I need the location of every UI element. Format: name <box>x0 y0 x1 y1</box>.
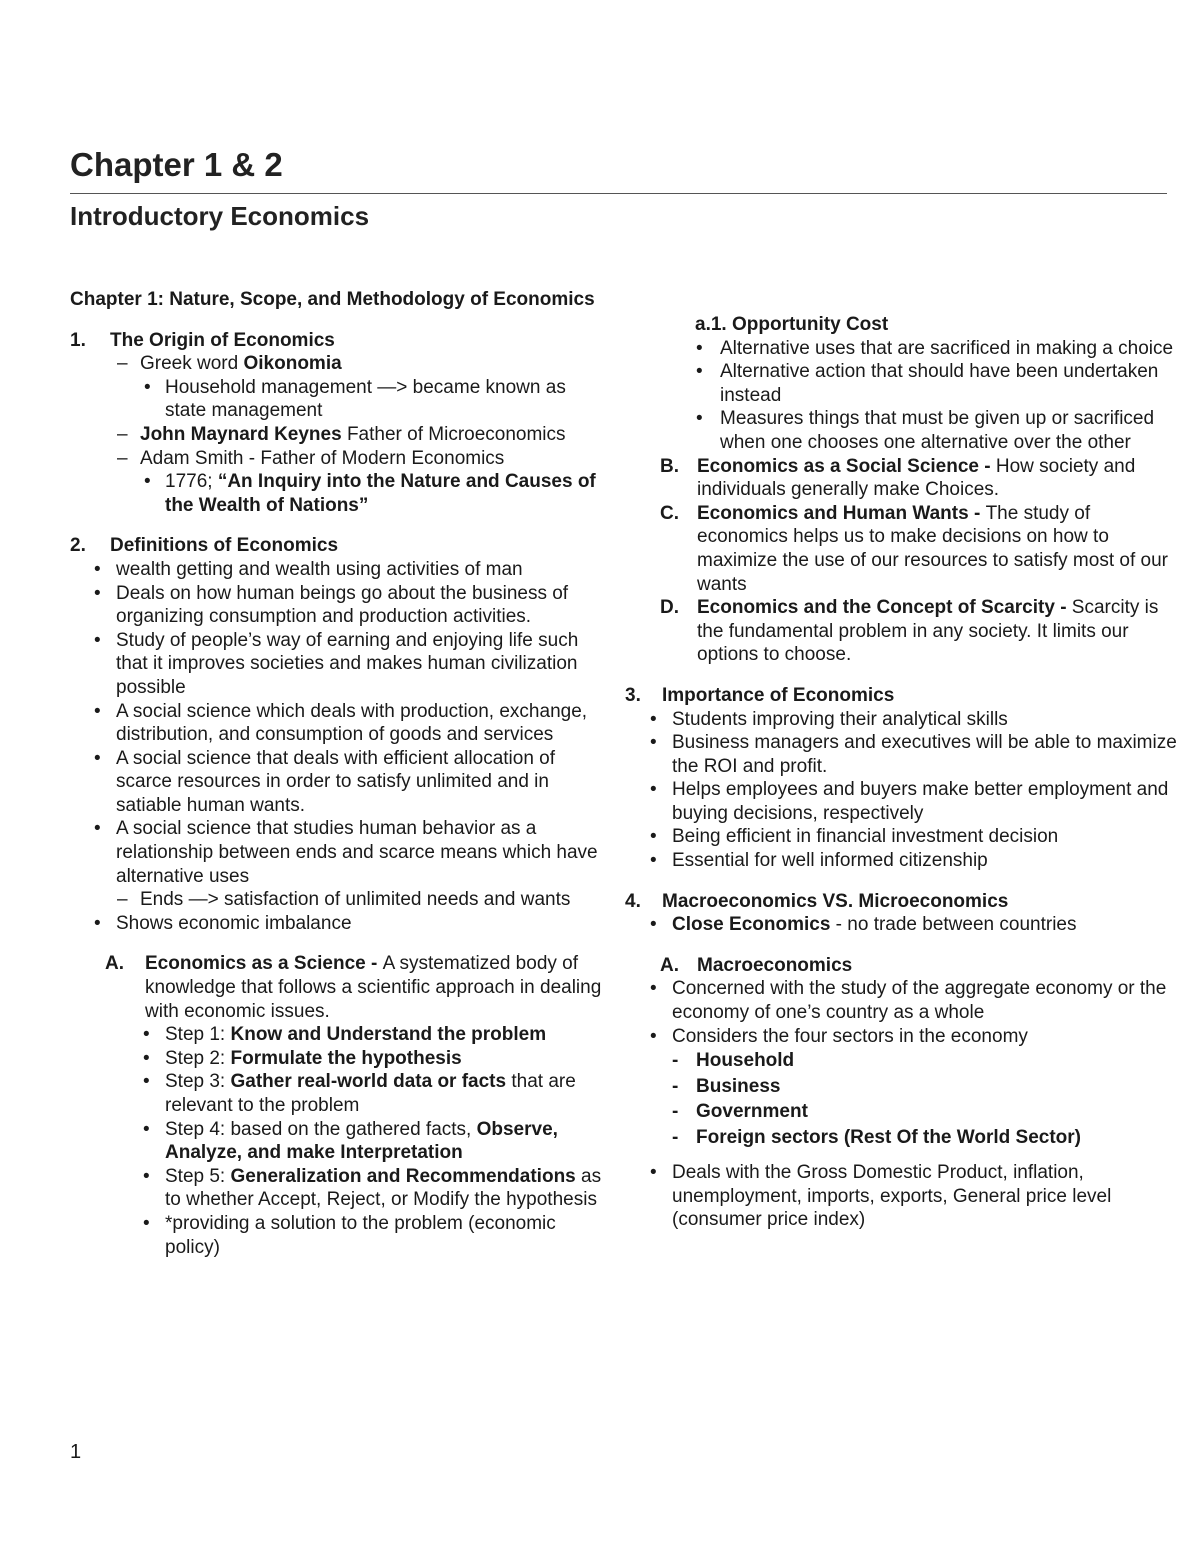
bullet-icon: • <box>94 700 101 722</box>
page-number: 1 <box>70 1441 82 1463</box>
subsection-title: Macroeconomics <box>697 954 853 976</box>
subsection-human-wants <box>625 502 1185 596</box>
list-item <box>625 1161 1185 1232</box>
subsection-science <box>70 952 610 1023</box>
list-item <box>625 407 1185 454</box>
item-text: that are relevant to the problem <box>165 1071 576 1116</box>
page-subtitle: Introductory Economics <box>70 201 370 231</box>
bullet-icon: • <box>143 1165 150 1187</box>
list-item <box>70 1212 610 1259</box>
list-item <box>625 913 1185 937</box>
subsection-title: Economics as a Science - <box>145 953 383 975</box>
list-item <box>625 778 1185 825</box>
list-item <box>70 1047 610 1071</box>
list-item <box>625 1025 1185 1049</box>
item-text: A systematized body of knowledge that follows a scientific approach in dealing with economic issues. <box>145 953 602 1022</box>
item-text: Household management —> became known as state management <box>165 376 566 422</box>
item-text: Adam Smith - Father of Modern Economics <box>140 447 505 469</box>
left-column <box>70 288 610 1259</box>
dash-bullet-icon: - <box>672 1075 679 1097</box>
list-item <box>70 470 610 517</box>
subsection-social-science <box>625 455 1185 502</box>
item-text: Father of Microeconomics <box>341 423 566 445</box>
item-bold-text: Gather real-world data or facts <box>230 1071 507 1093</box>
bullet-icon: • <box>143 1047 150 1069</box>
bullet-icon: • <box>696 408 703 430</box>
dash-bullet-icon: – <box>117 353 128 375</box>
title-divider <box>70 193 1167 194</box>
item-text: Considers the four sectors in the economy <box>672 1025 1028 1047</box>
subsection-letter: C. <box>660 502 679 524</box>
item-bold-text: Household <box>696 1050 795 1072</box>
list-item <box>625 977 1185 1024</box>
bullet-icon: • <box>94 747 101 769</box>
bullet-icon: • <box>650 914 657 936</box>
list-item <box>625 825 1185 849</box>
item-text: - no trade between countries <box>830 914 1077 936</box>
bullet-icon: • <box>94 818 101 840</box>
item-text: Alternative uses that are sacrificed in making a choice <box>720 337 1174 359</box>
section-title: Importance of Economics <box>662 684 895 706</box>
page-title: Chapter 1 & 2 <box>70 146 283 183</box>
list-item <box>70 1118 610 1165</box>
subsection-title: Economics and Human Wants - <box>697 502 986 524</box>
subsection-title: Economics as a Social Science - <box>697 455 996 477</box>
item-bold-text: Business <box>696 1075 781 1097</box>
item-bold-text: Know and Understand the problem <box>230 1024 547 1046</box>
item-text: *providing a solution to the problem (economic policy) <box>165 1212 556 1258</box>
chapter-heading: Chapter 1: Nature, Scope, and Methodology of Economics <box>70 289 595 310</box>
bullet-icon: • <box>94 582 101 604</box>
section-definitions-heading <box>70 534 610 558</box>
bullet-icon: • <box>143 1118 150 1140</box>
list-item <box>70 817 610 888</box>
list-item <box>70 912 610 936</box>
dash-bullet-icon: - <box>672 1050 679 1072</box>
list-item <box>70 352 610 376</box>
bullet-icon: • <box>650 978 657 1000</box>
bullet-icon: • <box>650 732 657 754</box>
subsection-letter: A. <box>105 953 124 975</box>
item-text: Helps employees and buyers make better employment and buying decisions, respectively <box>672 779 1169 824</box>
item-bold-text: Government <box>696 1101 808 1123</box>
section-title: The Origin of Economics <box>110 329 335 351</box>
item-text: wealth getting and wealth using activities of man <box>116 558 523 580</box>
item-text: 1776; <box>165 471 218 493</box>
item-text: The study of economics helps us to make decisions on how to maximize the use of our resources to satisfy most of our wants <box>697 502 1168 595</box>
item-text: Step 1: <box>165 1024 231 1046</box>
bullet-icon: • <box>144 471 151 493</box>
item-text: Essential for well informed citizenship <box>672 850 988 872</box>
section-number: 4. <box>625 890 641 912</box>
right-column <box>625 313 1185 1232</box>
subsection-letter: B. <box>660 455 679 477</box>
list-item <box>625 1125 1185 1151</box>
subsection-letter: A. <box>660 954 679 976</box>
item-text: Ends —> satisfaction of unlimited needs and wants <box>140 889 571 911</box>
section-macro-micro-heading <box>625 890 1185 914</box>
item-text: Step 2: <box>165 1047 231 1069</box>
bullet-icon: • <box>696 337 703 359</box>
item-text: Step 4: based on the gathered facts, <box>165 1118 477 1140</box>
list-item <box>70 700 610 747</box>
dash-bullet-icon: – <box>117 447 128 469</box>
dash-bullet-icon: - <box>672 1101 679 1123</box>
dash-bullet-icon: - <box>672 1126 679 1148</box>
subsection-macroeconomics <box>625 954 1185 978</box>
list-item <box>70 582 610 629</box>
list-item <box>625 1048 1185 1074</box>
list-item <box>625 360 1185 407</box>
list-item <box>625 708 1185 732</box>
item-text: Step 3: <box>165 1071 231 1093</box>
bullet-icon: • <box>143 1212 150 1234</box>
item-bold-text: “An Inquiry into the Nature and Causes of the Wealth of Nations” <box>165 471 596 516</box>
bullet-icon: • <box>650 779 657 801</box>
list-item <box>70 1070 610 1117</box>
item-bold-text: Formulate the hypothesis <box>230 1047 462 1069</box>
list-item <box>70 747 610 818</box>
dash-bullet-icon: – <box>117 423 128 445</box>
dash-bullet-icon: – <box>117 889 128 911</box>
item-bold-text: Observe, Analyze, and make Interpretation <box>165 1118 558 1164</box>
bullet-icon: • <box>650 1025 657 1047</box>
section-origin-heading <box>70 329 610 353</box>
list-item <box>625 849 1185 873</box>
item-bold-text: Oikonomia <box>243 353 342 375</box>
section-number: 3. <box>625 684 641 706</box>
item-bold-text: Close Economics <box>672 914 831 936</box>
section-number: 1. <box>70 329 86 351</box>
item-text: Study of people’s way of earning and enjoying life such that it improves societies and makes human civilization possible <box>116 629 579 698</box>
list-item <box>70 447 610 471</box>
list-item <box>70 1165 610 1212</box>
subsection-scarcity <box>625 596 1185 667</box>
item-text: Measures things that must be given up or sacrificed when one chooses one alternative over the other <box>720 408 1155 453</box>
item-text: A social science that deals with efficient allocation of scarce resources in order to satisfy unlimited and in satiable human wants. <box>116 747 556 816</box>
bullet-icon: • <box>650 850 657 872</box>
item-text: A social science that studies human behavior as a relationship between ends and scarce means which have alternative uses <box>116 818 598 887</box>
list-item <box>70 1023 610 1047</box>
item-text: as to whether Accept, Reject, or Modify the hypothesis <box>165 1165 602 1211</box>
list-item <box>70 629 610 700</box>
item-text: How society and individuals generally make Choices. <box>697 455 1136 501</box>
section-title: Definitions of Economics <box>110 535 339 557</box>
item-text: A social science which deals with production, exchange, distribution, and consumption of goods and services <box>116 700 588 746</box>
item-text: Students improving their analytical skills <box>672 708 1008 730</box>
list-item <box>625 337 1185 361</box>
list-item <box>625 1099 1185 1125</box>
item-text: Alternative action that should have been undertaken instead <box>720 361 1159 406</box>
item-text: Deals on how human beings go about the business of organizing consumption and production activities. <box>116 582 569 628</box>
subsection-opportunity-cost: a.1. Opportunity Cost <box>695 314 889 335</box>
list-item <box>70 888 610 912</box>
subsection-title: Economics and the Concept of Scarcity - <box>697 597 1072 619</box>
item-text: Deals with the Gross Domestic Product, inflation, unemployment, imports, exports, General price level (consumer price index) <box>672 1162 1112 1231</box>
list-item <box>70 423 610 447</box>
bullet-icon: • <box>650 1162 657 1184</box>
item-text: Business managers and executives will be able to maximize the ROI and profit. <box>672 732 1177 777</box>
item-text: Scarcity is the fundamental problem in any society. It limits our options to choose. <box>697 597 1159 666</box>
item-text: Step 5: <box>165 1165 231 1187</box>
bullet-icon: • <box>650 708 657 730</box>
item-bold-text: Foreign sectors (Rest Of the World Sector) <box>696 1126 1081 1148</box>
list-item <box>70 558 610 582</box>
list-item <box>625 731 1185 778</box>
bullet-icon: • <box>144 376 151 398</box>
list-item <box>625 1074 1185 1100</box>
bullet-icon: • <box>143 1024 150 1046</box>
item-text: Concerned with the study of the aggregate economy or the economy of one’s country as a whole <box>672 978 1167 1024</box>
item-bold-text: Generalization and Recommendations <box>230 1165 576 1187</box>
subsection-letter: D. <box>660 597 679 619</box>
bullet-icon: • <box>94 629 101 651</box>
bullet-icon: • <box>650 826 657 848</box>
item-text: Greek word <box>140 353 244 375</box>
list-item <box>70 376 610 423</box>
item-bold-text: John Maynard Keynes <box>140 423 342 445</box>
item-text: Being efficient in financial investment decision <box>672 826 1059 848</box>
bullet-icon: • <box>94 912 101 934</box>
section-importance-heading <box>625 684 1185 708</box>
bullet-icon: • <box>94 558 101 580</box>
item-text: Shows economic imbalance <box>116 912 352 934</box>
section-number: 2. <box>70 535 86 557</box>
section-title: Macroeconomics VS. Microeconomics <box>662 890 1009 912</box>
bullet-icon: • <box>696 361 703 383</box>
bullet-icon: • <box>143 1071 150 1093</box>
